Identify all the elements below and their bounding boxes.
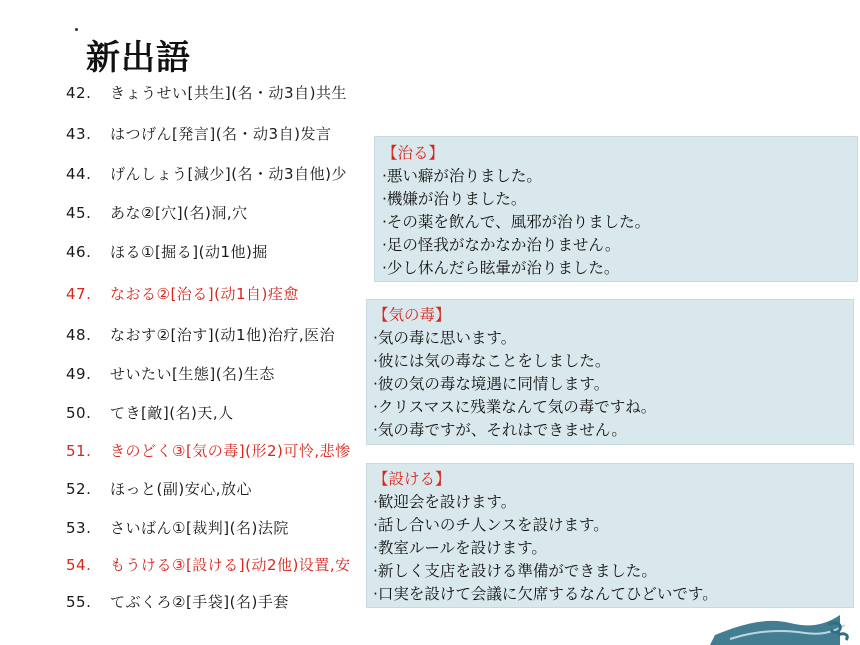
example-sentence: ·彼には気の毒なことをしました。 bbox=[373, 352, 611, 370]
vocab-number: 51. bbox=[66, 442, 92, 460]
vocab-number: 50. bbox=[66, 404, 92, 422]
vocab-item bbox=[66, 202, 386, 224]
vocab-item bbox=[66, 324, 386, 346]
vocab-text: さいばん①[裁判](名)法院 bbox=[110, 519, 289, 537]
example-sentence: ·機嫌が治りました。 bbox=[382, 190, 527, 208]
vocab-text: てぶくろ②[手袋](名)手套 bbox=[110, 593, 289, 611]
example-sentence: ·教室ルールを設けます。 bbox=[373, 539, 547, 557]
vocab-text: なおる②[治る](动1自)痊愈 bbox=[110, 285, 299, 303]
vocab-number: 43. bbox=[66, 125, 92, 143]
example-box-kinodoku bbox=[366, 299, 854, 445]
wave-decoration-icon bbox=[710, 595, 860, 645]
example-sentence: ·気の毒ですが、それはできません。 bbox=[373, 421, 627, 439]
vocab-item bbox=[66, 554, 386, 576]
vocab-item bbox=[66, 591, 386, 613]
vocab-item bbox=[66, 241, 386, 263]
vocab-item bbox=[66, 283, 386, 305]
example-sentence: ·足の怪我がなかなか治りません。 bbox=[382, 236, 621, 254]
box-heading: 【設ける】 bbox=[373, 470, 451, 488]
box-heading: 【気の毒】 bbox=[373, 306, 451, 324]
vocab-text: ほっと(副)安心,放心 bbox=[110, 480, 252, 498]
example-sentence: ·歓迎会を設けます。 bbox=[373, 493, 517, 511]
example-sentence: ·彼の気の毒な境遇に同情します。 bbox=[373, 375, 610, 393]
example-sentence: ·その薬を飲んで、風邪が治りました。 bbox=[382, 213, 651, 231]
vocab-number: 48. bbox=[66, 326, 92, 344]
vocab-number: 44. bbox=[66, 165, 92, 183]
bullet-dot bbox=[75, 28, 78, 31]
vocab-number: 46. bbox=[66, 243, 92, 261]
vocab-number: 52. bbox=[66, 480, 92, 498]
vocab-text: あな②[穴](名)洞,穴 bbox=[110, 204, 248, 222]
vocab-number: 54. bbox=[66, 556, 92, 574]
vocab-number: 55. bbox=[66, 593, 92, 611]
vocab-text: ほる①[掘る](动1他)掘 bbox=[110, 243, 268, 261]
vocab-number: 49. bbox=[66, 365, 92, 383]
vocab-number: 47. bbox=[66, 285, 92, 303]
vocab-item bbox=[66, 363, 386, 385]
vocab-item bbox=[66, 402, 386, 424]
page-title: 新出語 bbox=[86, 38, 191, 78]
vocab-number: 53. bbox=[66, 519, 92, 537]
example-sentence: ·クリスマスに残業なんて気の毒ですね。 bbox=[373, 398, 657, 416]
vocab-item bbox=[66, 82, 386, 104]
vocab-text: てき[敵](名)天,人 bbox=[110, 404, 234, 422]
vocab-item bbox=[66, 440, 386, 462]
example-sentence: ·悪い癖が治りました。 bbox=[382, 167, 542, 185]
example-box-naoru bbox=[374, 136, 858, 282]
vocab-text: きょうせい[共生](名・动3自)共生 bbox=[110, 84, 347, 102]
vocab-item bbox=[66, 123, 386, 145]
example-sentence: ·新しく支店を設ける準備ができました。 bbox=[373, 562, 657, 580]
vocab-number: 45. bbox=[66, 204, 92, 222]
vocab-text: きのどく③[気の毒](形2)可怜,悲惨 bbox=[110, 442, 351, 460]
example-sentence: ·口実を設けて会議に欠席するなんてひどいです。 bbox=[373, 585, 718, 603]
vocab-item bbox=[66, 478, 386, 500]
vocab-item bbox=[66, 163, 386, 185]
example-sentence: ·少し休んだら眩暈が治りました。 bbox=[382, 259, 620, 277]
vocab-item bbox=[66, 517, 386, 539]
vocab-text: なおす②[治す](动1他)治疗,医治 bbox=[110, 326, 336, 344]
vocab-text: はつげん[発言](名・动3自)发言 bbox=[110, 125, 332, 143]
example-sentence: ·話し合いのチ人ンスを設けます。 bbox=[373, 516, 609, 534]
example-sentence: ·気の毒に思います。 bbox=[373, 329, 517, 347]
vocab-text: せいたい[生態](名)生态 bbox=[110, 365, 275, 383]
vocab-text: もうける③[設ける](动2他)设置,安 bbox=[110, 556, 351, 574]
vocab-text: げんしょう[減少](名・动3自他)少 bbox=[110, 165, 347, 183]
box-heading: 【治る】 bbox=[382, 144, 445, 162]
vocab-number: 42. bbox=[66, 84, 92, 102]
example-box-moukeru bbox=[366, 463, 854, 608]
